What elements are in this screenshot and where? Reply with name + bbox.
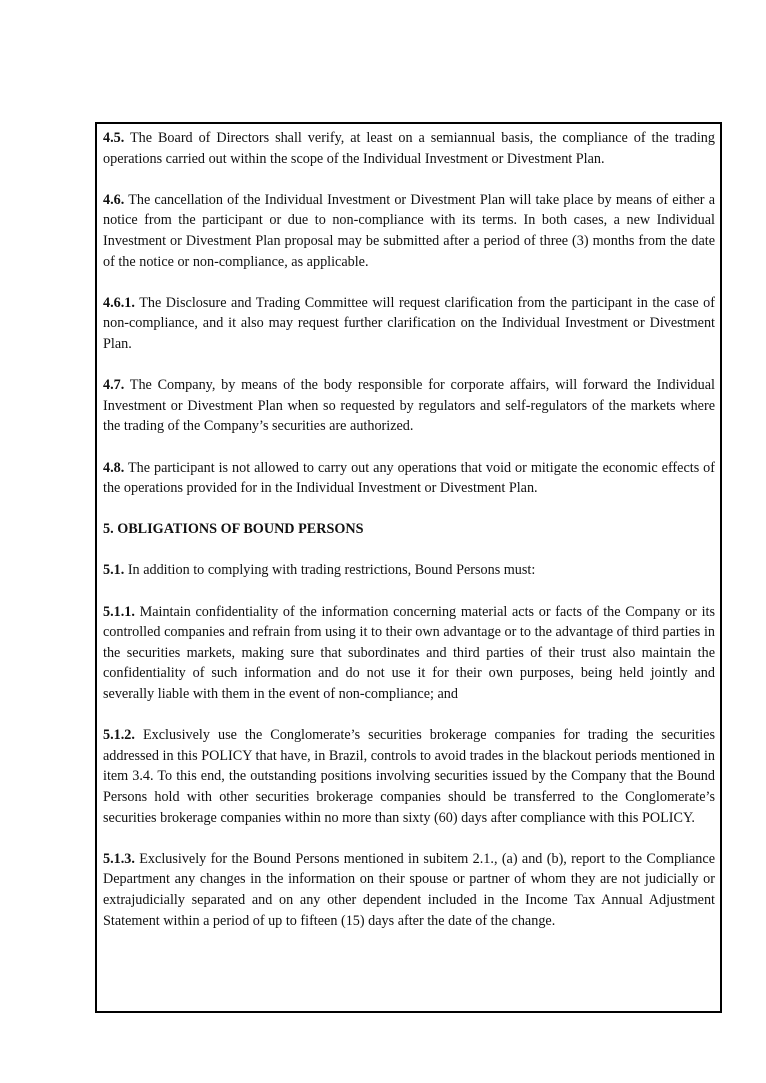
paragraph-number: 5.1. (103, 562, 125, 579)
paragraph-number: 4.8. (103, 459, 125, 476)
paragraph-5-1-2 (103, 725, 715, 828)
section-heading: 5. OBLIGATIONS OF BOUND PERSONS (103, 521, 364, 538)
paragraph-text: The Company, by means of the body responsible for corporate affairs, will forward the Individual Investment or Divestment Plan when so requested by regulators and self-regulators of the markets where the trading of the Company’s securities are authorized. (103, 377, 715, 435)
paragraph-4-5 (103, 128, 715, 169)
paragraph-number: 4.6.1. (103, 294, 135, 311)
paragraph-text: The participant is not allowed to carry out any operations that void or mitigate the economic effects of the operations provided for in the Individual Investment or Divestment Plan. (103, 459, 715, 497)
paragraph-5-1-3 (103, 849, 715, 931)
paragraph-number: 5.1.1. (103, 603, 135, 620)
paragraph-text: The Disclosure and Trading Committee will request clarification from the participant in the case of non-compliance, and it also may request further clarification on the Individual Investment or Divestment Plan. (103, 294, 715, 352)
paragraph-number: 5.1.2. (103, 727, 135, 744)
paragraph-5-1 (103, 560, 715, 581)
paragraph-number: 4.7. (103, 377, 125, 394)
paragraph-text: The Board of Directors shall verify, at least on a semiannual basis, the compliance of the trading operations carried out within the scope of the Individual Investment or Divestment Plan. (103, 130, 715, 167)
paragraph-4-6 (103, 190, 715, 272)
paragraph-text: Maintain confidentiality of the information concerning material acts or facts of the Company or its controlled companies and refrain from using it to their own advantage or to the advantage of third parties in the securities markets, making sure that subordinates and third parties of their trust also maintain the confidentiality of such information and do not use it for their own purposes, being held jointly and severally liable with them in the event of non-compliance; and (103, 603, 715, 703)
paragraph-text: The cancellation of the Individual Investment or Divestment Plan will take place by means of either a notice from the participant or due to non-compliance with its terms. In both cases, a new Individual Investment or Divestment Plan proposal may be submitted after a period of three (3) months from the date of the notice or non-compliance, as applicable. (103, 191, 715, 270)
paragraph-text: Exclusively use the Conglomerate’s securities brokerage companies for trading the securities addressed in this POLICY that have, in Brazil, controls to avoid trades in the blackout periods mentioned in item 3.4. To this end, the outstanding positions involving securities issued by the Company that the Bound Persons hold with other securities brokerage companies should be transferred to the Conglomerate’s securities brokerage companies within no more than sixty (60) days after compliance with this POLICY. (103, 727, 715, 826)
document-body (103, 128, 715, 952)
paragraph-number: 4.6. (103, 191, 125, 208)
paragraph-4-7 (103, 375, 715, 437)
paragraph-number: 4.5. (103, 130, 125, 146)
paragraph-5-1-1 (103, 602, 715, 705)
paragraph-text: Exclusively for the Bound Persons mentioned in subitem 2.1., (a) and (b), report to the Compliance Department any changes in the information on their spouse or partner of whom they are not judicially or extrajudicially separated and on any other dependent included in the Income Tax Annual Adjustment Statement within a period of up to fifteen (15) days after the date of the change. (103, 850, 715, 929)
paragraph-text: In addition to complying with trading restrictions, Bound Persons must: (124, 562, 536, 579)
paragraph-4-8 (103, 458, 715, 499)
paragraph-4-6-1 (103, 293, 715, 355)
paragraph-number: 5.1.3. (103, 850, 135, 867)
